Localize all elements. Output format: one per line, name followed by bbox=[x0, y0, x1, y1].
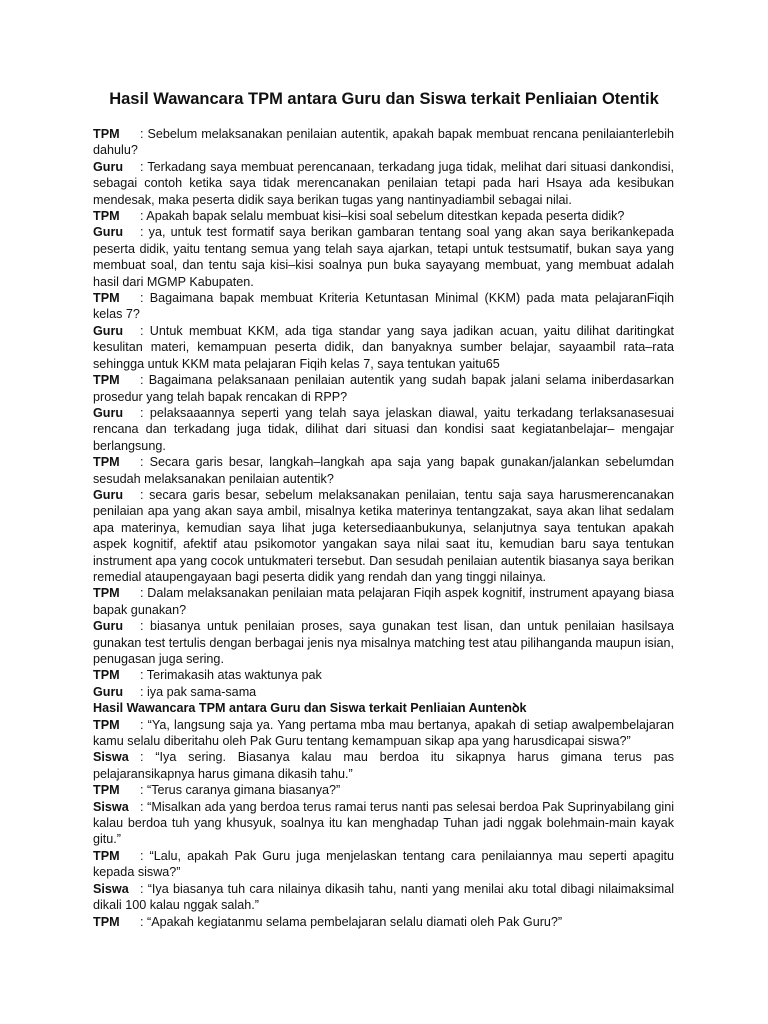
dialogue-text: : secara garis besar, sebelum melaksanakan penilaian, tentu saja saya harusmerencanakan penilaian apa yang akan saya ambil, misalnya ketika materinya tentangzakat, saya akan lihat sedalam apa materinya, kemudian saya lihat juga ketersediaanbukunya, selanjutnya saya tentukan apakah aspek kognitif, afektif atau psikomotor yangakan saya nilai saat itu, kemudian baru saya tentukan instrument apa yang cocok untukmateri tersebut. Dan sesudah penilaian autentik biasanya saya berikan remedial ataupengayaan bagi peserta didik yang rendah dan yang tinggi nilainya. bbox=[93, 487, 674, 584]
speaker-label: Guru bbox=[93, 487, 124, 502]
dialogue-text: : “Iya biasanya tuh cara nilainya dikasih tahu, nanti yang menilai aku total dibagi nilaimaksimal dikali 100 kalau nggak salah.” bbox=[93, 881, 674, 913]
dialogue-entry bbox=[93, 684, 674, 700]
dialogue-text: : Bagaimana bapak membuat Kriteria Ketuntasan Minimal (KKM) pada mata pelajaranFiqih kelas 7? bbox=[93, 291, 674, 322]
dialogue-text: : Untuk membuat KKM, ada tiga standar yang saya jadikan acuan, yaitu dilihat daritingkat kesulitan materi, kemampuan peserta didik, dan banyaknya sumber belajar, sayaambil rata–rata sehingga untuk KKM mata pelajaran Fiqih kelas 7, saya tentukan yaitu65 bbox=[93, 323, 674, 371]
speaker-label: Siswa bbox=[93, 799, 129, 814]
section-subheading: Hasil Wawancara TPM antara Guru dan Siswa terkait Penliaian Auntenꝺk bbox=[93, 701, 527, 716]
dialogue-text: : Bagaimana pelaksanaan penilaian autentik yang sudah bapak jalani selama iniberdasarkan prosedur yang telah bapak rencakan di RPP? bbox=[93, 373, 674, 404]
speaker-label: TPM bbox=[93, 291, 120, 306]
dialogue-entry bbox=[93, 290, 674, 323]
speaker-label: Guru bbox=[93, 405, 124, 420]
dialogue-text: : “Apakah kegiatanmu selama pembelajaran selalu diamati oleh Pak Guru?” bbox=[140, 914, 563, 929]
dialogue-entry bbox=[93, 881, 674, 914]
dialogue-text: : Secara garis besar, langkah–langkah apa saja yang bapak gunakan/jalankan sebelumdan sesudah melaksanakan penilaian autentik? bbox=[93, 455, 674, 486]
interview-section-2 bbox=[93, 717, 674, 930]
speaker-label: TPM bbox=[93, 127, 120, 141]
interview-section-1 bbox=[93, 126, 674, 700]
speaker-label: TPM bbox=[93, 848, 120, 863]
speaker-label: TPM bbox=[93, 455, 120, 470]
dialogue-entry bbox=[93, 323, 674, 372]
speaker-label: TPM bbox=[93, 717, 120, 732]
dialogue-entry bbox=[93, 749, 674, 782]
dialogue-entry bbox=[93, 782, 674, 798]
dialogue-entry bbox=[93, 487, 674, 585]
speaker-label: Guru bbox=[93, 323, 124, 338]
dialogue-text: : Sebelum melaksanakan penilaian autentik, apakah bapak membuat rencana penilaianterlebih dahulu? bbox=[93, 127, 674, 158]
speaker-label: Siswa bbox=[93, 750, 129, 765]
speaker-label: TPM bbox=[93, 668, 120, 683]
dialogue-entry bbox=[93, 618, 674, 667]
speaker-label: TPM bbox=[93, 783, 120, 798]
speaker-label: Guru bbox=[93, 225, 124, 240]
dialogue-entry bbox=[93, 667, 674, 683]
dialogue-text: : biasanya untuk penilaian proses, saya gunakan test lisan, dan untuk penilaian hasilsaya gunakan test tertulis dengan berbagai jenis nya misalnya matching test atau pilihanganda maupun isian, penugasan juga sering. bbox=[93, 619, 674, 666]
dialogue-entry bbox=[93, 717, 674, 750]
speaker-label: Siswa bbox=[93, 881, 129, 896]
dialogue-entry bbox=[93, 585, 674, 618]
dialogue-entry bbox=[93, 454, 674, 487]
speaker-label: Guru bbox=[93, 159, 124, 174]
dialogue-text: : Apakah bapak selalu membuat kisi–kisi soal sebelum ditestkan kepada peserta didik? bbox=[140, 209, 625, 224]
dialogue-entry bbox=[93, 208, 674, 224]
dialogue-entry bbox=[93, 126, 674, 159]
dialogue-text: : Terkadang saya membuat perencanaan, terkadang juga tidak, melihat dari situasi dankondisi, sebagai contoh ketika saya tidak merencanakan penilaian tetapi pada hari Hsaya ada kesibukan mendesak, maka peserta didik saya berikan tugas yang nantinyadiambil sebagai nilai. bbox=[93, 159, 674, 207]
dialogue-entry bbox=[93, 914, 674, 930]
speaker-label: Guru bbox=[93, 684, 124, 699]
speaker-label: TPM bbox=[93, 209, 120, 224]
dialogue-text: : “Lalu, apakah Pak Guru juga menjelaskan tentang cara penilaiannya mau seperti apagitu kepada siswa?” bbox=[93, 848, 674, 880]
speaker-label: TPM bbox=[93, 373, 120, 388]
dialogue-text: : “Terus caranya gimana biasanya?” bbox=[140, 783, 341, 798]
dialogue-text: : Dalam melaksanakan penilaian mata pelajaran Fiqih aspek kognitif, instrument apayang biasa bapak gunakan? bbox=[93, 586, 674, 617]
document-body bbox=[93, 126, 674, 930]
speaker-label: TPM bbox=[93, 914, 120, 929]
dialogue-entry bbox=[93, 372, 674, 405]
dialogue-text: : “Ya, langsung saja ya. Yang pertama mba mau bertanya, apakah di setiap awalpembelajaran kamu selalu diberitahu oleh Pak Guru tentang kemampuan sikap apa yang harusdicapai siswa?” bbox=[93, 717, 674, 749]
dialogue-text: : ya, untuk test formatif saya berikan gambaran tentang soal yang akan saya berikankepada peserta didik, yaitu tentang semua yang telah saya ajarkan, tetapi untuk testsumatif, bukan saya yang membuat soal, dan tentu saja kisi–kisi soalnya pun buka sayayang membuat, yang membuat adalah hasil dari MGMP Kabupaten. bbox=[93, 225, 674, 289]
speaker-label: TPM bbox=[93, 586, 120, 601]
document-title: Hasil Wawancara TPM antara Guru dan Siswa terkait Penliaian Otentik bbox=[109, 90, 659, 108]
dialogue-text: : Terimakasih atas waktunya pak bbox=[140, 668, 322, 683]
dialogue-entry bbox=[93, 405, 674, 454]
dialogue-entry bbox=[93, 848, 674, 881]
dialogue-text: : pelaksaaannya seperti yang telah saya jelaskan diawal, yaitu terkadang terlaksanasesuai rencana dan terkadang juga tidak, dilihat dari situasi dan kondisi saat kegiatanbelajar– mengajar berlangsung. bbox=[93, 405, 674, 453]
dialogue-entry bbox=[93, 159, 674, 208]
dialogue-entry bbox=[93, 224, 674, 290]
dialogue-text: : iya pak sama-sama bbox=[140, 684, 257, 699]
dialogue-text: : “Misalkan ada yang berdoa terus ramai terus nanti pas selesai berdoa Pak Suprinyabilang gini kalau berdoa tuh yang khusyuk, soalnya itu kan menghadap Tuhan jadi nggak bolehmain-main kayak gitu.” bbox=[93, 799, 674, 847]
speaker-label: Guru bbox=[93, 619, 124, 634]
dialogue-text: : “Iya sering. Biasanya kalau mau berdoa itu sikapnya harus gimana terus pas pelajaransikapnya harus gimana dikasih tahu.” bbox=[93, 750, 674, 781]
dialogue-entry bbox=[93, 799, 674, 848]
